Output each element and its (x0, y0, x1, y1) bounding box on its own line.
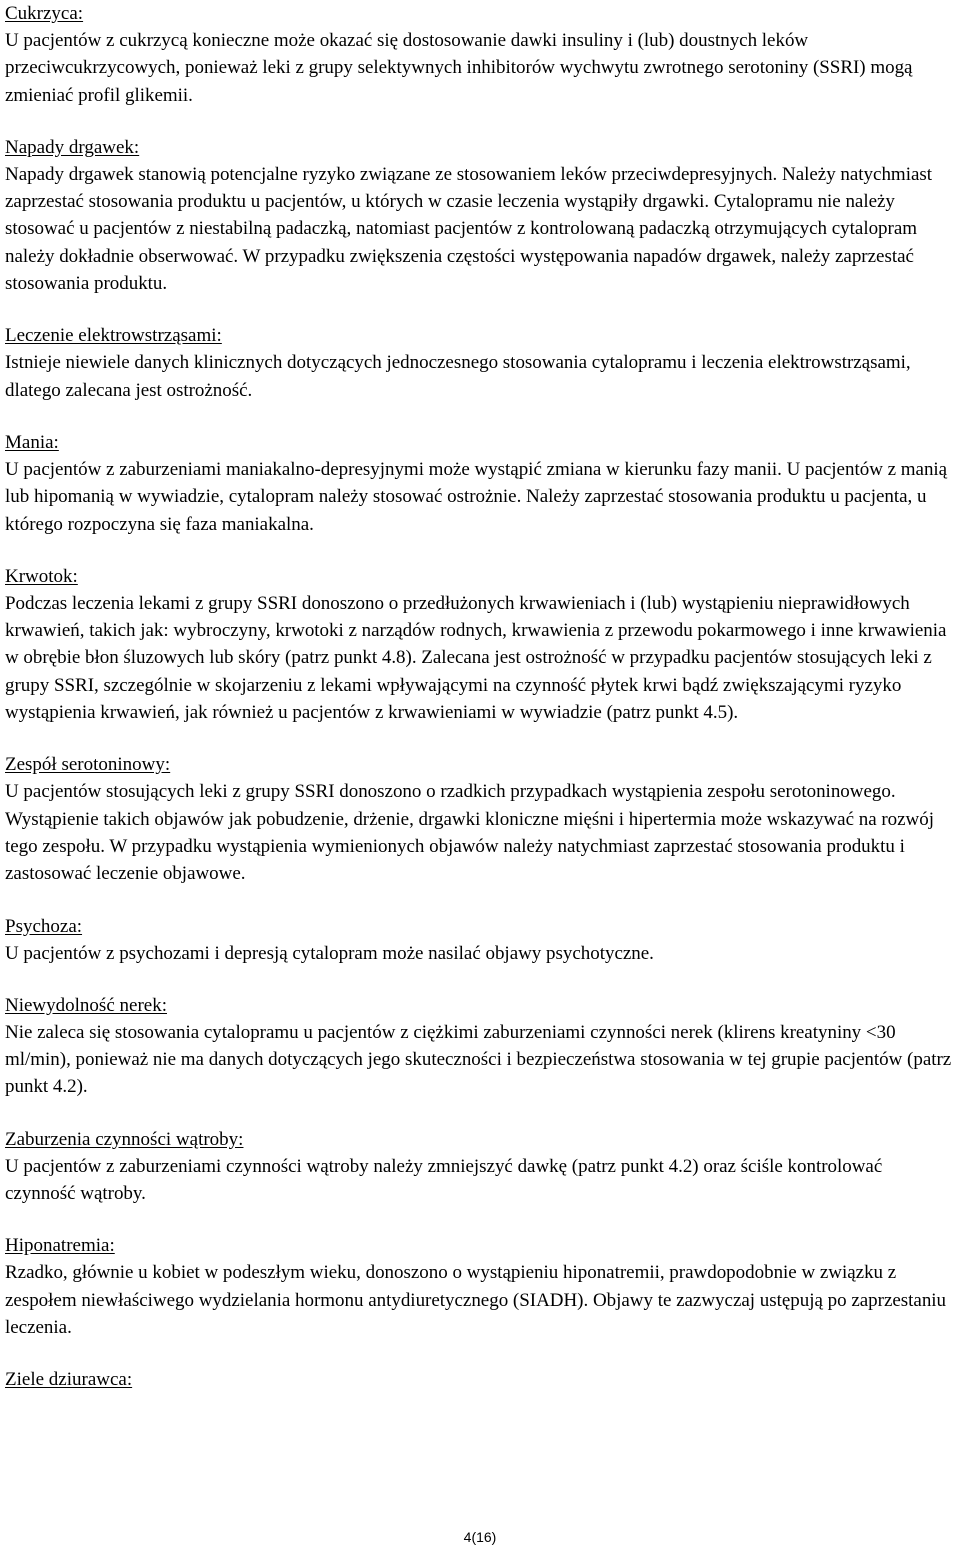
section-heading: Psychoza: (5, 915, 83, 937)
page-number: 4(16) (463, 1529, 497, 1545)
section-heading: Hiponatremia: (5, 1235, 115, 1257)
section-niewydolnosc-nerek (5, 992, 955, 1101)
section-heading: Mania: (5, 431, 59, 453)
section-heading: Zespół serotoninowy: (5, 754, 171, 776)
section-paragraph: Napady drgawek stanowią potencjalne ryzyko związane ze stosowaniem leków przeciwdepresyjnych. Należy natychmiast zaprzestać stosowania produktu u pacjentów, u których w czasie leczenia wystąpiły drgawki. Cytalopramu nie należy stosować u pacjentów z niestabilną padaczką, natomiast pacjentów z kontrolowaną padaczką otrzymujących cytalopram należy dokładnie obserwować. W przypadku zwiększenia częstości występowania napadów drgawek, należy zaprzestać stosowania produktu. (5, 163, 932, 295)
section-napady-drgawek (5, 134, 955, 297)
section-psychoza (5, 913, 955, 967)
section-heading: Zaburzenia czynności wątroby: (5, 1128, 244, 1150)
section-paragraph: U pacjentów stosujących leki z grupy SSRI donoszono o rzadkich przypadkach wystąpienia zespołu serotoninowego. Wystąpienie takich objawów jak pobudzenie, drżenie, drgawki kloniczne mięśni i hipertermia może wskazywać na rozwój tego zespołu. W przypadku wystąpienia wymienionych objawów należy natychmiast zaprzestać stosowania produktu i zastosować leczenie objawowe. (5, 781, 934, 885)
section-heading: Niewydolność nerek: (5, 994, 167, 1016)
section-zespol-serotoninowy (5, 751, 955, 887)
section-paragraph: Istnieje niewiele danych klinicznych dotyczących jednoczesnego stosowania cytalopramu i leczenia elektrowstrząsami, dlatego zalecana jest ostrożność. (5, 352, 911, 401)
section-heading: Napady drgawek: (5, 136, 140, 158)
section-mania (5, 429, 955, 538)
section-paragraph: Podczas leczenia lekami z grupy SSRI donoszono o przedłużonych krwawieniach i (lub) wystąpieniu nieprawidłowych krwawień, takich jak: wybroczyny, krwotoki z narządów rodnych, krwawienia z przewodu pokarmowego i inne krwawienia w obrębie błon śluzowych lub skóry (patrz punkt 4.8). Zalecana jest ostrożność w przypadku pacjentów stosujących leki z grupy SSRI, szczególnie w skojarzeniu z lekami wpływającymi na czynność płytek krwi bądź zwiększającymi ryzyko wystąpienia krwawień, jak również u pacjentów z krwawieniami w wywiadzie (patrz punkt 4.5). (5, 592, 947, 724)
section-paragraph: U pacjentów z zaburzeniami maniakalno-depresyjnymi może wystąpić zmiana w kierunku fazy manii. U pacjentów z manią lub hipomanią w wywiadzie, cytalopram należy stosować ostrożnie. Należy zaprzestać stosowania produktu u pacjenta, u którego rozpoczyna się faza maniakalna. (5, 458, 948, 535)
document-page (5, 0, 955, 1418)
section-paragraph: U pacjentów z psychozami i depresją cytalopram może nasilać objawy psychotyczne. (5, 942, 654, 964)
section-paragraph: Nie zaleca się stosowania cytalopramu u pacjentów z ciężkimi zaburzeniami czynności nerek (klirens kreatyniny <30 ml/min), ponieważ nie ma danych dotyczących jego skuteczności i bezpieczeństwa stosowania w tej grupie pacjentów (patrz punkt 4.2). (5, 1021, 952, 1098)
section-zaburzenia-watroby (5, 1126, 955, 1208)
section-hiponatremia (5, 1232, 955, 1341)
section-cukrzyca (5, 0, 955, 109)
section-heading: Krwotok: (5, 565, 78, 587)
section-heading: Cukrzyca: (5, 3, 84, 24)
section-paragraph: U pacjentów z zaburzeniami czynności wątroby należy zmniejszyć dawkę (patrz punkt 4.2) oraz ściśle kontrolować czynność wątroby. (5, 1155, 883, 1205)
section-krwotok (5, 563, 955, 726)
section-paragraph: Rzadko, głównie u kobiet w podeszłym wieku, donoszono o wystąpieniu hiponatremii, prawdopodobnie w związku z zespołem niewłaściwego wydzielania hormonu antydiuretycznego (SIADH). Objawy te zazwyczaj ustępują po zaprzestaniu leczenia. (5, 1262, 947, 1338)
section-leczenie-elektrowstrzasami (5, 322, 955, 404)
section-paragraph: U pacjentów z cukrzycą konieczne może okazać się dostosowanie dawki insuliny i (lub) doustnych leków przeciwcukrzycowych, ponieważ leki z grupy selektywnych inhibitorów wychwytu zwrotnego serotoniny (SSRI) mogą zmieniać profil glikemii. (5, 30, 913, 106)
section-heading: Ziele dziurawca: (5, 1369, 133, 1391)
section-ziele-dziurawca (5, 1366, 955, 1393)
section-heading: Leczenie elektrowstrząsami: (5, 325, 222, 347)
